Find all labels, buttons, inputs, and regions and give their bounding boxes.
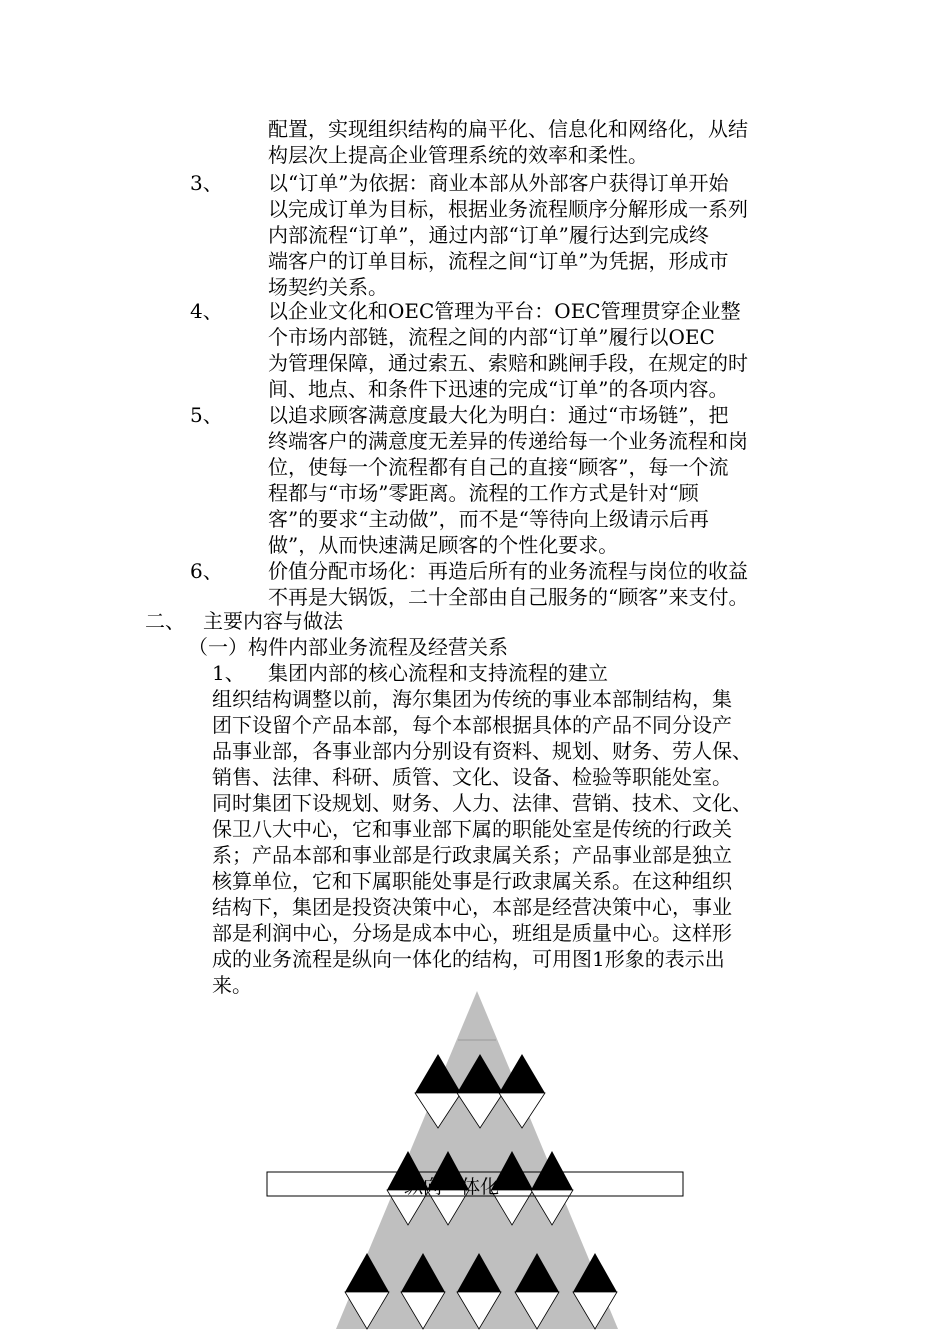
section-number: 二、 [145,609,185,633]
paragraph-line: 核算单位，它和下属职能处事是行政隶属关系。在这种组织 [212,869,732,893]
list-item-number: 5、 [190,403,223,427]
paragraph-line: 保卫八大中心，它和事业部下属的职能处室是传统的行政关 [212,817,732,841]
text-line: 端客户的订单目标，流程之间“订单”为凭据，形成市 [268,249,729,273]
text-line: 做”，从而快速满足顾客的个性化要求。 [268,533,619,557]
paragraph-line: 品事业部，各事业部内分别设有资料、规划、财务、劳人保、 [212,739,752,763]
text-line: 间、地点、和条件下迅速的完成“订单”的各项内容。 [268,377,729,401]
text-line: 以追求顾客满意度最大化为明白：通过“市场链”，把 [268,403,729,427]
paragraph-line: 部是利润中心，分场是成本中心，班组是质量中心。这样形 [212,921,732,945]
text-line: 构层次上提高企业管理系统的效率和柔性。 [268,143,648,167]
text-line: 不再是大锅饭，二十全部由自己服务的“顾客”来支付。 [268,585,749,609]
paragraph-line: 成的业务流程是纵向一体化的结构，可用图1形象的表示出 [212,947,725,971]
paragraph-line: 组织结构调整以前，海尔集团为传统的事业本部制结构，集 [212,687,732,711]
text-line: 为管理保障，通过索五、索赔和跳闸手段，在规定的时 [268,351,748,375]
text-line: 场契约关系。 [268,275,388,299]
text-line: 程都与“市场”零距离。流程的工作方式是针对“顾 [268,481,699,505]
subsection-title: （一）构件内部业务流程及经营关系 [188,635,508,659]
text-line: 个市场内部链，流程之间的内部“订单”履行以OEC [268,325,715,349]
text-line: 以“订单”为依据：商业本部从外部客户获得订单开始 [268,171,729,195]
list-item-number: 4、 [190,299,223,323]
text-line: 价值分配市场化：再造后所有的业务流程与岗位的收益 [268,559,748,583]
paragraph-line: 团下设留个产品本部，每个本部根据具体的产品不同分设产 [212,713,732,737]
paragraph-line: 同时集团下设规划、财务、人力、法律、营销、技术、文化、 [212,791,752,815]
list-item-number: 3、 [190,171,223,195]
text-line: 内部流程“订单”，通过内部“订单”履行达到完成终 [268,223,709,247]
text-line: 客”的要求“主动做”，而不是“等待向上级请示后再 [268,507,709,531]
text-line: 终端客户的满意度无差异的传递给每一个业务流程和岗 [268,429,748,453]
paragraph-line: 结构下，集团是投资决策中心，本部是经营决策中心，事业 [212,895,732,919]
paragraph-line: 销售、法律、科研、质管、文化、设备、检验等职能处室。 [212,765,732,789]
text-line: 配置，实现组织结构的扁平化、信息化和网络化，从结 [268,117,748,141]
text-line: 位，使每一个流程都有自己的直接“顾客”，每一个流 [268,455,729,479]
section-title: 主要内容与做法 [203,609,343,633]
item-title: 集团内部的核心流程和支持流程的建立 [268,661,608,685]
item-number: 1、 [212,661,245,685]
text-line: 以完成订单为目标，根据业务流程顺序分解形成一系列 [268,197,748,221]
diagram-box-label: 纵向一体化 [404,1176,500,1198]
paragraph-line: 来。 [212,973,252,997]
tier-1 [415,1054,545,1128]
text-line: 以企业文化和OEC管理为平台：OEC管理贯穿企业整 [268,299,741,323]
list-item-number: 6、 [190,559,223,583]
paragraph-line: 系；产品本部和事业部是行政隶属关系；产品事业部是独立 [212,843,732,867]
vertical-integration-pyramid-diagram [0,985,950,1344]
